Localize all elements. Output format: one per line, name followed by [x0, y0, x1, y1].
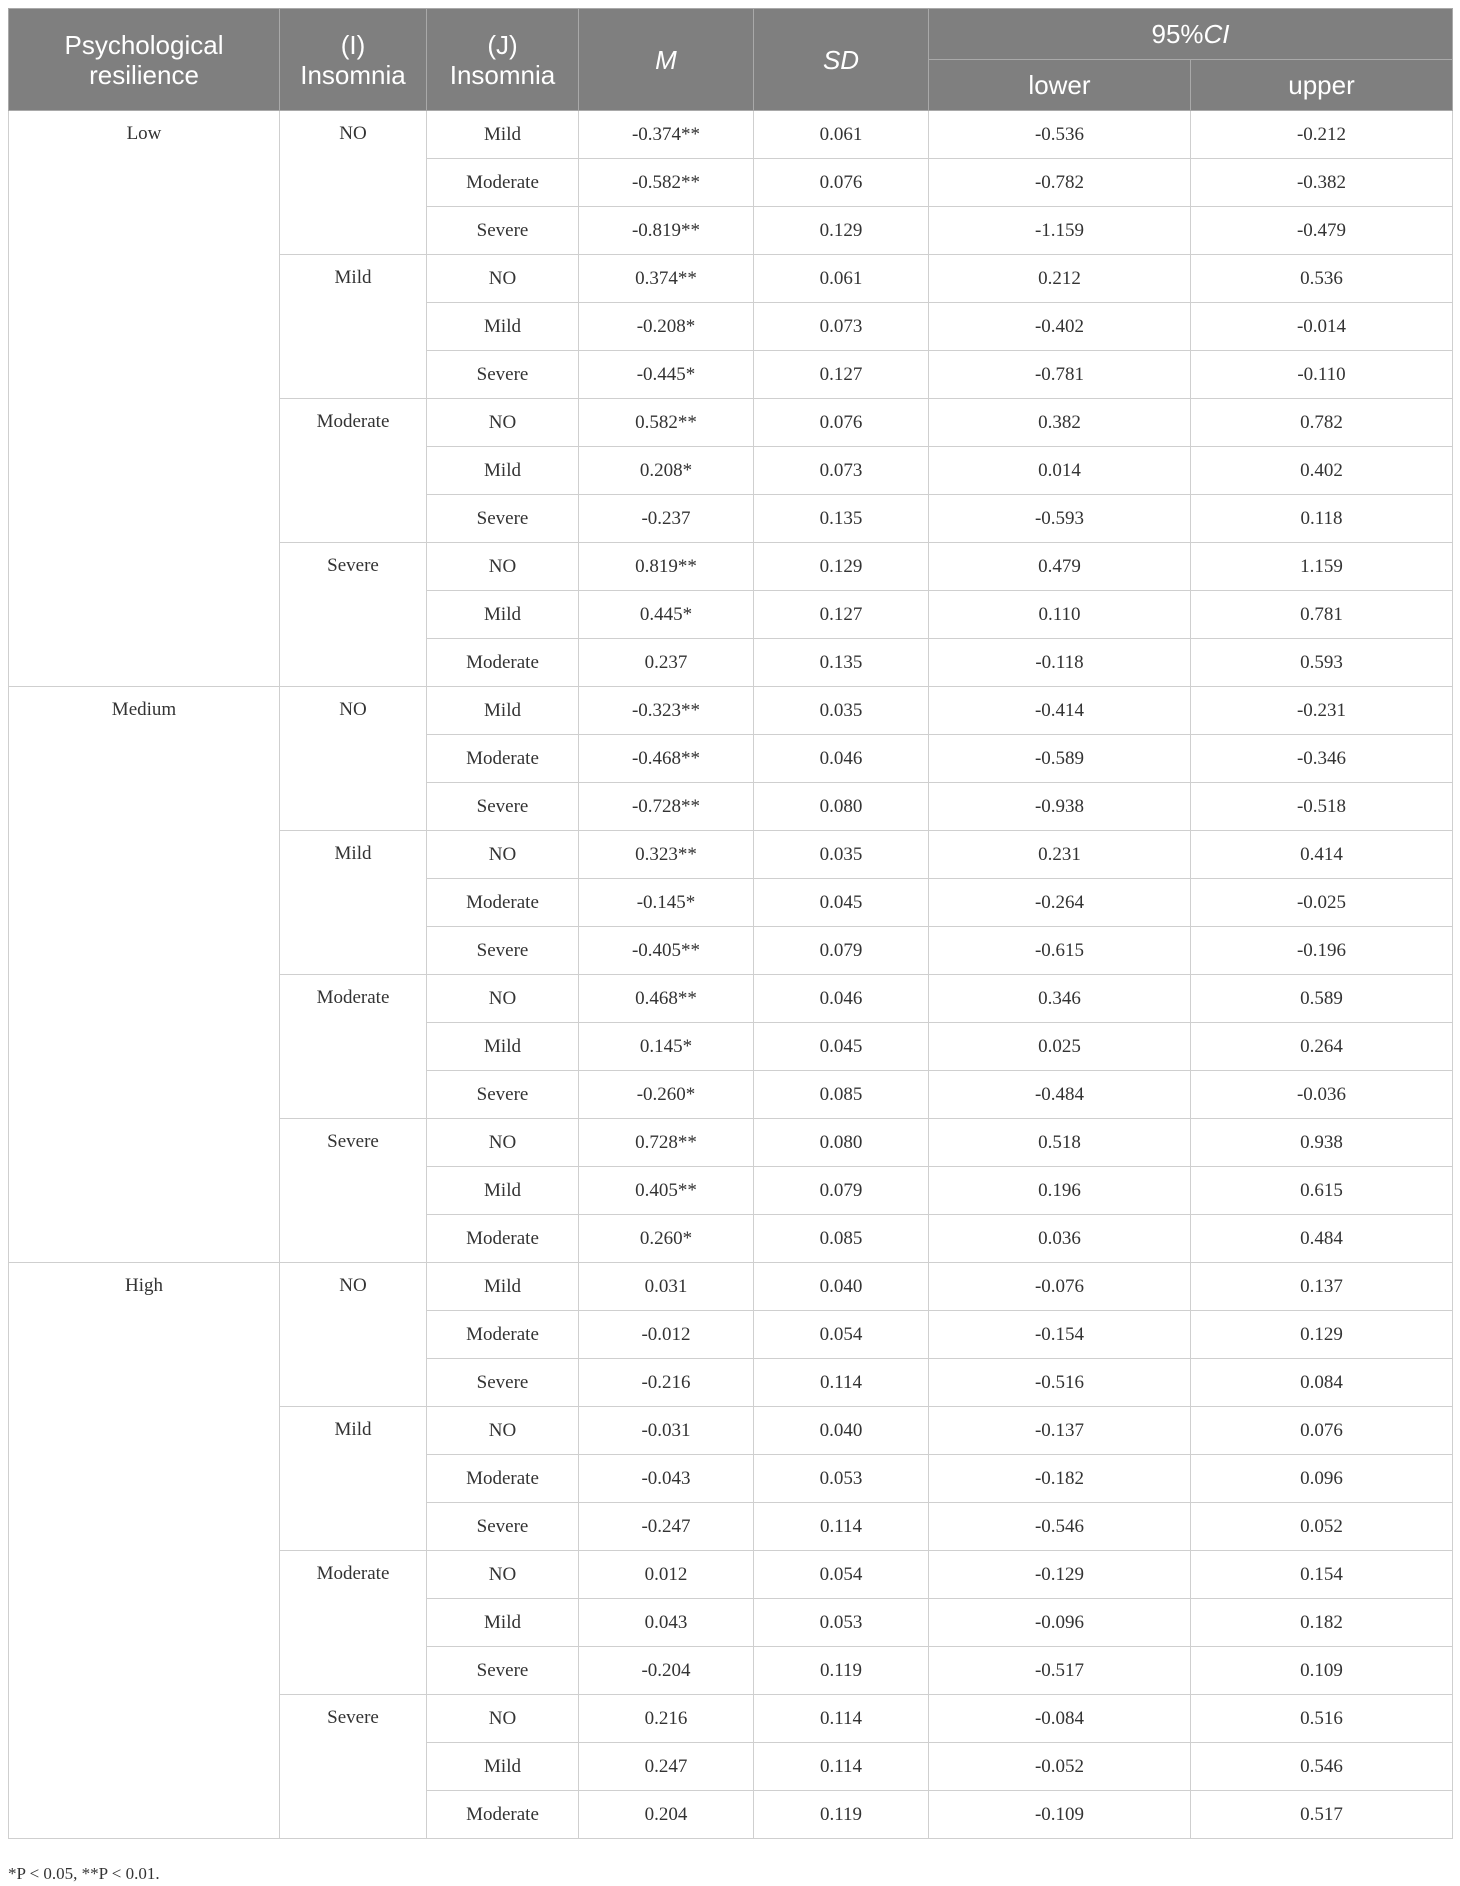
- i-insomnia-cell: Mild: [280, 255, 427, 399]
- sd-cell: 0.114: [754, 1503, 929, 1551]
- ci-upper-cell: 1.159: [1191, 543, 1453, 591]
- ci-lower-cell: -0.264: [929, 879, 1191, 927]
- mean-diff-cell: 0.204: [579, 1791, 754, 1839]
- mean-diff-cell: -0.012: [579, 1311, 754, 1359]
- i-insomnia-cell: NO: [280, 111, 427, 255]
- j-insomnia-cell: Moderate: [427, 735, 579, 783]
- ci-upper-cell: -0.025: [1191, 879, 1453, 927]
- j-insomnia-cell: Moderate: [427, 1455, 579, 1503]
- ci-lower-cell: 0.212: [929, 255, 1191, 303]
- j-insomnia-cell: Moderate: [427, 879, 579, 927]
- ci-lower-cell: -0.084: [929, 1695, 1191, 1743]
- j-insomnia-cell: NO: [427, 1551, 579, 1599]
- j-insomnia-cell: Mild: [427, 1743, 579, 1791]
- ci-lower-cell: -0.546: [929, 1503, 1191, 1551]
- j-insomnia-cell: Severe: [427, 1359, 579, 1407]
- mean-diff-cell: -0.405**: [579, 927, 754, 975]
- resilience-group-cell: Low: [9, 111, 280, 687]
- j-insomnia-cell: NO: [427, 543, 579, 591]
- table-footnote: *P < 0.05, **P < 0.01.: [8, 1864, 160, 1883]
- sd-cell: 0.035: [754, 687, 929, 735]
- ci-upper-cell: 0.516: [1191, 1695, 1453, 1743]
- j-insomnia-cell: Moderate: [427, 1791, 579, 1839]
- ci-upper-cell: -0.036: [1191, 1071, 1453, 1119]
- sd-cell: 0.046: [754, 735, 929, 783]
- j-insomnia-cell: Severe: [427, 495, 579, 543]
- mean-diff-cell: -0.260*: [579, 1071, 754, 1119]
- j-insomnia-cell: NO: [427, 399, 579, 447]
- sd-cell: 0.129: [754, 207, 929, 255]
- sd-cell: 0.114: [754, 1695, 929, 1743]
- ci-upper-cell: -0.196: [1191, 927, 1453, 975]
- ci-lower-cell: -0.781: [929, 351, 1191, 399]
- mean-diff-cell: -0.208*: [579, 303, 754, 351]
- sd-cell: 0.114: [754, 1743, 929, 1791]
- ci-lower-cell: -0.615: [929, 927, 1191, 975]
- ci-lower-cell: -0.938: [929, 783, 1191, 831]
- sd-cell: 0.119: [754, 1647, 929, 1695]
- j-insomnia-cell: NO: [427, 1695, 579, 1743]
- header-sd: SD: [754, 9, 929, 111]
- mean-diff-cell: 0.031: [579, 1263, 754, 1311]
- ci-lower-cell: -0.129: [929, 1551, 1191, 1599]
- ci-lower-cell: -0.536: [929, 111, 1191, 159]
- ci-upper-cell: 0.264: [1191, 1023, 1453, 1071]
- ci-upper-cell: -0.212: [1191, 111, 1453, 159]
- ci-upper-cell: 0.109: [1191, 1647, 1453, 1695]
- j-insomnia-cell: Severe: [427, 1503, 579, 1551]
- ci-upper-cell: 0.546: [1191, 1743, 1453, 1791]
- ci-lower-cell: -0.109: [929, 1791, 1191, 1839]
- ci-upper-cell: 0.593: [1191, 639, 1453, 687]
- table-row: [9, 111, 1453, 159]
- j-insomnia-cell: NO: [427, 255, 579, 303]
- ci-upper-cell: 0.096: [1191, 1455, 1453, 1503]
- ci-upper-cell: 0.517: [1191, 1791, 1453, 1839]
- table-row: [9, 1263, 1453, 1311]
- mean-diff-cell: 0.012: [579, 1551, 754, 1599]
- j-insomnia-cell: NO: [427, 1119, 579, 1167]
- mean-diff-cell: -0.582**: [579, 159, 754, 207]
- ci-upper-cell: 0.154: [1191, 1551, 1453, 1599]
- mean-diff-cell: -0.728**: [579, 783, 754, 831]
- ci-upper-cell: -0.110: [1191, 351, 1453, 399]
- mean-diff-cell: -0.819**: [579, 207, 754, 255]
- mean-diff-cell: -0.237: [579, 495, 754, 543]
- mean-diff-cell: -0.145*: [579, 879, 754, 927]
- j-insomnia-cell: Mild: [427, 591, 579, 639]
- sd-cell: 0.127: [754, 591, 929, 639]
- ci-lower-cell: 0.036: [929, 1215, 1191, 1263]
- ci-lower-cell: -0.137: [929, 1407, 1191, 1455]
- ci-upper-cell: 0.129: [1191, 1311, 1453, 1359]
- mean-diff-cell: 0.728**: [579, 1119, 754, 1167]
- sd-cell: 0.129: [754, 543, 929, 591]
- j-insomnia-cell: Severe: [427, 1647, 579, 1695]
- mean-diff-cell: -0.043: [579, 1455, 754, 1503]
- ci-upper-cell: 0.414: [1191, 831, 1453, 879]
- header-upper: upper: [1191, 60, 1453, 111]
- mean-diff-cell: -0.468**: [579, 735, 754, 783]
- ci-upper-cell: 0.615: [1191, 1167, 1453, 1215]
- i-insomnia-cell: Severe: [280, 1695, 427, 1839]
- ci-upper-cell: -0.346: [1191, 735, 1453, 783]
- sd-cell: 0.053: [754, 1455, 929, 1503]
- ci-upper-cell: -0.382: [1191, 159, 1453, 207]
- j-insomnia-cell: Mild: [427, 303, 579, 351]
- i-insomnia-cell: Severe: [280, 1119, 427, 1263]
- header-m: M: [579, 9, 754, 111]
- ci-upper-cell: 0.536: [1191, 255, 1453, 303]
- table-header: [9, 9, 1453, 111]
- ci-upper-cell: 0.137: [1191, 1263, 1453, 1311]
- sd-cell: 0.079: [754, 1167, 929, 1215]
- mean-diff-cell: 0.208*: [579, 447, 754, 495]
- j-insomnia-cell: Mild: [427, 111, 579, 159]
- sd-cell: 0.076: [754, 159, 929, 207]
- mean-diff-cell: -0.374**: [579, 111, 754, 159]
- ci-upper-cell: 0.052: [1191, 1503, 1453, 1551]
- sd-cell: 0.054: [754, 1311, 929, 1359]
- j-insomnia-cell: Severe: [427, 783, 579, 831]
- sd-cell: 0.127: [754, 351, 929, 399]
- header-psychological-resilience: Psychological resilience: [9, 9, 280, 111]
- ci-lower-cell: 0.346: [929, 975, 1191, 1023]
- j-insomnia-cell: NO: [427, 1407, 579, 1455]
- ci-lower-cell: 0.110: [929, 591, 1191, 639]
- i-insomnia-cell: Moderate: [280, 975, 427, 1119]
- mean-diff-cell: -0.204: [579, 1647, 754, 1695]
- mean-diff-cell: -0.445*: [579, 351, 754, 399]
- mean-diff-cell: 0.445*: [579, 591, 754, 639]
- i-insomnia-cell: Moderate: [280, 1551, 427, 1695]
- ci-lower-cell: -0.402: [929, 303, 1191, 351]
- j-insomnia-cell: Severe: [427, 1071, 579, 1119]
- ci-lower-cell: -0.076: [929, 1263, 1191, 1311]
- sd-cell: 0.080: [754, 1119, 929, 1167]
- ci-upper-cell: -0.014: [1191, 303, 1453, 351]
- j-insomnia-cell: Severe: [427, 351, 579, 399]
- sd-cell: 0.080: [754, 783, 929, 831]
- header-95ci-suffix: CI: [1203, 19, 1230, 49]
- j-insomnia-cell: Mild: [427, 687, 579, 735]
- sd-cell: 0.054: [754, 1551, 929, 1599]
- mean-diff-cell: -0.216: [579, 1359, 754, 1407]
- sd-cell: 0.040: [754, 1407, 929, 1455]
- ci-lower-cell: 0.196: [929, 1167, 1191, 1215]
- mean-diff-cell: -0.323**: [579, 687, 754, 735]
- sd-cell: 0.114: [754, 1359, 929, 1407]
- j-insomnia-cell: Mild: [427, 447, 579, 495]
- ci-lower-cell: -0.182: [929, 1455, 1191, 1503]
- mean-diff-cell: -0.031: [579, 1407, 754, 1455]
- ci-lower-cell: -0.118: [929, 639, 1191, 687]
- ci-lower-cell: -1.159: [929, 207, 1191, 255]
- sd-cell: 0.040: [754, 1263, 929, 1311]
- ci-upper-cell: 0.589: [1191, 975, 1453, 1023]
- mean-diff-cell: 0.374**: [579, 255, 754, 303]
- ci-lower-cell: -0.517: [929, 1647, 1191, 1695]
- sd-cell: 0.076: [754, 399, 929, 447]
- header-95ci-prefix: 95%: [1151, 19, 1204, 49]
- ci-upper-cell: 0.782: [1191, 399, 1453, 447]
- ci-lower-cell: 0.479: [929, 543, 1191, 591]
- ci-lower-cell: 0.025: [929, 1023, 1191, 1071]
- j-insomnia-cell: Mild: [427, 1167, 579, 1215]
- ci-lower-cell: -0.593: [929, 495, 1191, 543]
- ci-lower-cell: -0.589: [929, 735, 1191, 783]
- j-insomnia-cell: Moderate: [427, 639, 579, 687]
- i-insomnia-cell: Moderate: [280, 399, 427, 543]
- ci-lower-cell: -0.414: [929, 687, 1191, 735]
- j-insomnia-cell: Moderate: [427, 1311, 579, 1359]
- table-body: [9, 111, 1453, 1839]
- mean-diff-cell: 0.819**: [579, 543, 754, 591]
- header-j-insomnia: (J) Insomnia: [427, 9, 579, 111]
- ci-upper-cell: 0.118: [1191, 495, 1453, 543]
- ci-lower-cell: 0.518: [929, 1119, 1191, 1167]
- results-table-container: [8, 8, 1452, 1839]
- j-insomnia-cell: Severe: [427, 927, 579, 975]
- header-i-insomnia: (I) Insomnia: [280, 9, 427, 111]
- sd-cell: 0.061: [754, 111, 929, 159]
- sd-cell: 0.085: [754, 1215, 929, 1263]
- sd-cell: 0.073: [754, 303, 929, 351]
- ci-lower-cell: -0.154: [929, 1311, 1191, 1359]
- ci-upper-cell: 0.484: [1191, 1215, 1453, 1263]
- j-insomnia-cell: NO: [427, 831, 579, 879]
- sd-cell: 0.046: [754, 975, 929, 1023]
- sd-cell: 0.119: [754, 1791, 929, 1839]
- mean-diff-cell: 0.405**: [579, 1167, 754, 1215]
- mean-diff-cell: 0.582**: [579, 399, 754, 447]
- mean-diff-cell: 0.145*: [579, 1023, 754, 1071]
- table-row: [9, 687, 1453, 735]
- mean-diff-cell: 0.260*: [579, 1215, 754, 1263]
- i-insomnia-cell: Mild: [280, 831, 427, 975]
- j-insomnia-cell: Mild: [427, 1599, 579, 1647]
- ci-upper-cell: 0.182: [1191, 1599, 1453, 1647]
- mean-diff-cell: 0.043: [579, 1599, 754, 1647]
- ci-upper-cell: -0.479: [1191, 207, 1453, 255]
- ci-upper-cell: 0.938: [1191, 1119, 1453, 1167]
- sd-cell: 0.135: [754, 639, 929, 687]
- sd-cell: 0.045: [754, 1023, 929, 1071]
- resilience-group-cell: High: [9, 1263, 280, 1839]
- j-insomnia-cell: Mild: [427, 1023, 579, 1071]
- ci-upper-cell: 0.076: [1191, 1407, 1453, 1455]
- ci-lower-cell: -0.052: [929, 1743, 1191, 1791]
- ci-lower-cell: -0.484: [929, 1071, 1191, 1119]
- sd-cell: 0.061: [754, 255, 929, 303]
- i-insomnia-cell: Mild: [280, 1407, 427, 1551]
- sd-cell: 0.035: [754, 831, 929, 879]
- ci-lower-cell: -0.516: [929, 1359, 1191, 1407]
- header-row-1: [9, 9, 1453, 60]
- mean-diff-cell: 0.237: [579, 639, 754, 687]
- header-lower: lower: [929, 60, 1191, 111]
- sd-cell: 0.085: [754, 1071, 929, 1119]
- i-insomnia-cell: Severe: [280, 543, 427, 687]
- sd-cell: 0.045: [754, 879, 929, 927]
- mean-diff-cell: 0.468**: [579, 975, 754, 1023]
- j-insomnia-cell: Severe: [427, 207, 579, 255]
- mean-diff-cell: 0.323**: [579, 831, 754, 879]
- ci-upper-cell: -0.518: [1191, 783, 1453, 831]
- header-95ci: [929, 9, 1453, 60]
- sd-cell: 0.073: [754, 447, 929, 495]
- ci-upper-cell: 0.084: [1191, 1359, 1453, 1407]
- resilience-group-cell: Medium: [9, 687, 280, 1263]
- ci-upper-cell: 0.781: [1191, 591, 1453, 639]
- mean-diff-cell: -0.247: [579, 1503, 754, 1551]
- sd-cell: 0.135: [754, 495, 929, 543]
- mean-diff-cell: 0.247: [579, 1743, 754, 1791]
- j-insomnia-cell: Moderate: [427, 1215, 579, 1263]
- ci-lower-cell: 0.382: [929, 399, 1191, 447]
- j-insomnia-cell: NO: [427, 975, 579, 1023]
- ci-upper-cell: 0.402: [1191, 447, 1453, 495]
- sd-cell: 0.053: [754, 1599, 929, 1647]
- ci-lower-cell: -0.096: [929, 1599, 1191, 1647]
- j-insomnia-cell: Mild: [427, 1263, 579, 1311]
- sd-cell: 0.079: [754, 927, 929, 975]
- ci-lower-cell: 0.231: [929, 831, 1191, 879]
- ci-lower-cell: -0.782: [929, 159, 1191, 207]
- results-table: [8, 8, 1453, 1839]
- ci-lower-cell: 0.014: [929, 447, 1191, 495]
- i-insomnia-cell: NO: [280, 1263, 427, 1407]
- ci-upper-cell: -0.231: [1191, 687, 1453, 735]
- mean-diff-cell: 0.216: [579, 1695, 754, 1743]
- j-insomnia-cell: Moderate: [427, 159, 579, 207]
- i-insomnia-cell: NO: [280, 687, 427, 831]
